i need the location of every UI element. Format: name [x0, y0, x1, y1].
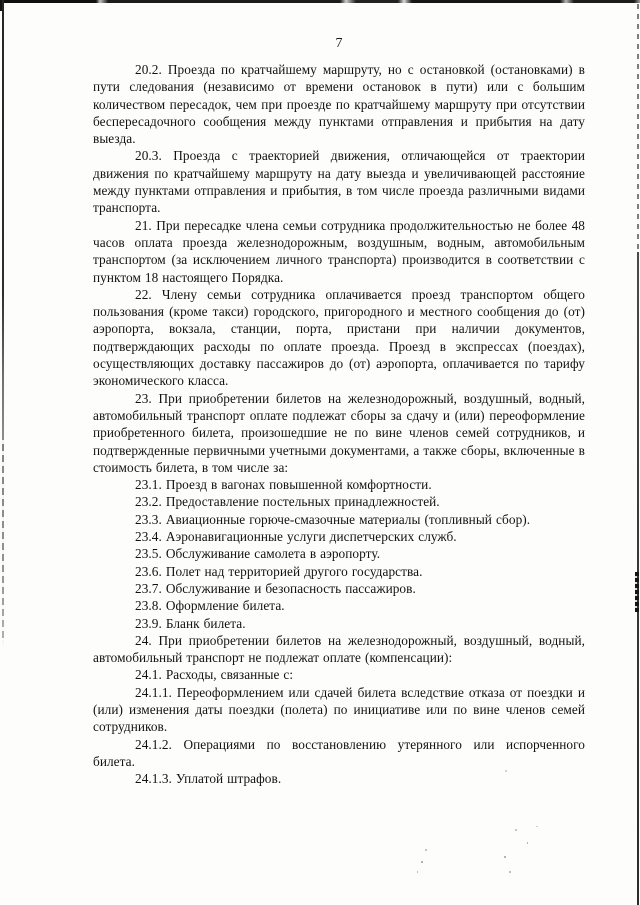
paragraph-23.2: 23.2. Предоставление постельных принадлежностей.	[135, 494, 440, 510]
scan-speck	[421, 861, 423, 863]
scan-speck	[425, 849, 427, 851]
scan-speck	[417, 871, 418, 873]
scan-edge-left-dashes	[2, 440, 4, 640]
scan-edge-right-mark	[635, 572, 639, 612]
paragraph-21: 21. При пересадке члена семьи сотрудника продолжительностью не более 48 часов оплата проезда железнодорожным, воздушным, водным, автомобильным транспортом (за исключением личного транспорта) производится в соответствии с пунктом 18 настоящего Порядка.	[93, 217, 585, 285]
scan-speck	[527, 842, 528, 844]
paragraph-24.1.3: 24.1.3. Уплатой штрафов.	[135, 771, 282, 787]
scan-speck	[536, 826, 538, 827]
scan-edge-left-line	[2, 0, 4, 650]
scan-edge-top-line	[0, 0, 640, 3]
scan-speck	[515, 829, 517, 831]
scan-speck	[504, 856, 506, 858]
paragraph-23.3: 23.3. Авиационные горюче-смазочные материалы (топливный сбор).	[135, 511, 531, 527]
scan-edge-right-line	[637, 252, 639, 905]
paragraph-23.1: 23.1. Проезд в вагонах повышенной комфортности.	[135, 477, 432, 493]
paragraph-23.6: 23.6. Полет над территорией другого государства.	[135, 563, 423, 579]
paragraph-24.1.1: 24.1.1. Переоформлением или сдачей билета вследствие отказа от поездки и (или) изменения даты поездки (полета) по инициативе или по вине членов семей сотрудников.	[93, 684, 585, 735]
paragraph-23.9: 23.9. Бланк билета.	[135, 615, 246, 631]
paragraph-20.2: 20.2. Проезда по кратчайшему маршруту, но с остановкой (остановками) в пути следования (независимо от времени остановок в пути) или с большим количеством пересадок, чем при проезде по кратчайшему маршруту при отсутствии беспересадочного сообщения между пунктами отправления и прибытия на дату выезда.	[93, 62, 585, 147]
paragraph-23: 23. При приобретении билетов на железнодорожный, воздушный, водный, автомобильный транспорт оплате подлежат сборы за сдачу и (или) переоформление приобретенного билета, произошедшие не по вине членов семей сотрудников, и подтвержденные первичными учетными документами, а также сборы, включенные в стоимость билета, в том числе за:	[93, 390, 585, 475]
paragraph-23.7: 23.7. Обслуживание и безопасность пассажиров.	[135, 580, 416, 596]
paragraph-24: 24. При приобретении билетов на железнодорожный, воздушный, водный, автомобильный транспорт не подлежат оплате (компенсации):	[93, 632, 585, 666]
document-body	[93, 61, 585, 787]
scan-corner-top-left	[0, 0, 3, 11]
paragraph-24.1.2: 24.1.2. Операциями по восстановлению утерянного или испорченного билета.	[93, 736, 585, 769]
page-number: 7	[335, 36, 343, 51]
paragraph-23.5: 23.5. Обслуживание самолета в аэропорту.	[135, 546, 381, 562]
paragraph-23.4: 23.4. Аэронавигационные услуги диспетчерских служб.	[135, 529, 457, 545]
scan-speck	[509, 871, 511, 873]
paragraph-20.3: 20.3. Проезда с траекторией движения, отличающейся от траектории движения по кратчайшему маршруту на дату выезда и увеличивающей расстояние между пунктами отправления и прибытия, в том числе проезда различными видами транспорта.	[93, 148, 585, 216]
scan-edge-right-dashes	[637, 4, 639, 252]
paragraph-22: 22. Члену семьи сотрудника оплачивается проезд транспортом общего пользования (кроме такси) городского, пригородного и местного сообщения до (от) аэропорта, вокзала, станции, порта, пристани при наличии документов, подтверждающих расходы по оплате проезда. Проезд в экспрессах (поездах), осуществляющих доставку пассажиров до (от) аэропорта, оплачивается по тарифу экономического класса.	[93, 286, 585, 389]
paragraph-23.8: 23.8. Оформление билета.	[135, 598, 285, 614]
paragraph-24.1: 24.1. Расходы, связанные с:	[135, 667, 294, 683]
